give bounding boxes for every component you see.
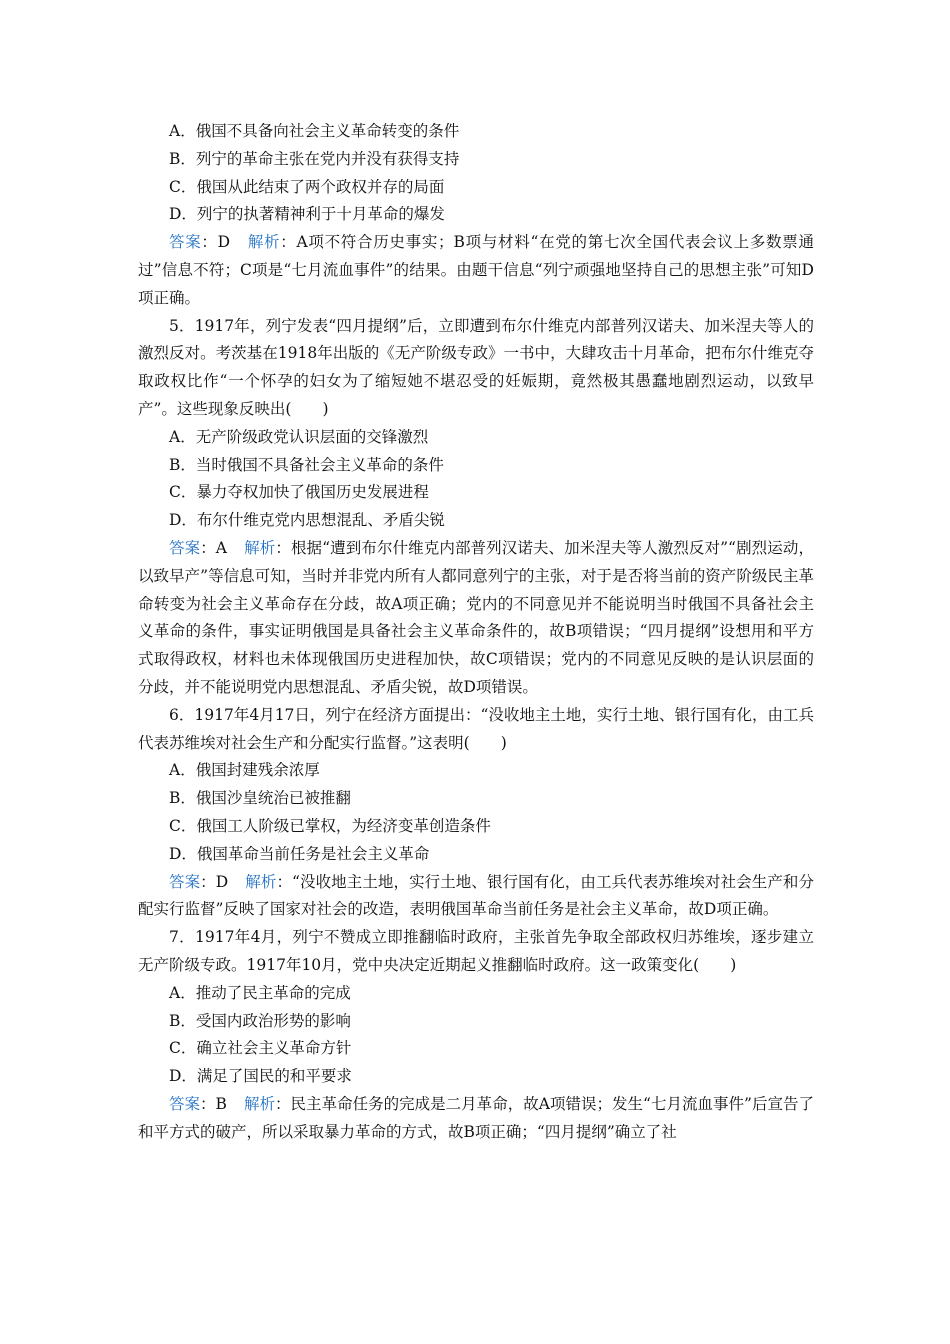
q5-option-b: B．当时俄国不具备社会主义革命的条件 — [169, 455, 444, 474]
q4-analysis-text: ：A项不符合历史事实；B项与材料“在党的第七次全国代表会议上多数票通过”信息不符；C项是“七月流血事件”的结果。由题干信息“列宁顽强地坚持自己的思想主张”可知D项正确。 — [138, 233, 814, 307]
q7-answer-value: ：B — [200, 1094, 227, 1113]
q4-answer-value: ：D — [201, 233, 231, 252]
q4-analysis-label: 解析 — [247, 233, 281, 252]
q7-analysis-label: 解析 — [243, 1094, 276, 1113]
q5-option-c: C．暴力夺权加快了俄国历史发展进程 — [169, 483, 429, 502]
q5-option-d: D．布尔什维克党内思想混乱、矛盾尖锐 — [169, 511, 445, 530]
q7-option-b: B．受国内政治形势的影响 — [169, 1011, 351, 1030]
q6-stem: 6．1917年4月17日，列宁在经济方面提出：“没收地主土地，实行土地、银行国有化，由工兵代表苏维埃对社会生产和分配实行监督。”这表明( ) — [138, 705, 814, 752]
q6-option-a: A．俄国封建残余浓厚 — [169, 761, 320, 780]
q5-option-a: A．无产阶级政党认识层面的交锋激烈 — [169, 427, 429, 446]
q6-option-c: C．俄国工人阶级已掌权，为经济变革创造条件 — [169, 816, 491, 835]
document-content — [138, 118, 814, 1146]
q4-answer-label: 答案 — [169, 233, 202, 252]
q5-analysis-label: 解析 — [244, 538, 276, 557]
q5-analysis-text: ：根据“遭到布尔什维克内部普列汉诺夫、加米涅夫等人激烈反对”“剧烈运动，以致早产”等信息可知，当时并非党内所有人都同意列宁的主张，对于是否将当前的资产阶级民主革命转变为社会主义革命存在分歧，故A项正确；党内的不同意见并不能说明当时俄国不具备社会主义革命的条件，事实证明俄国是具备社会主义革命条件的，故B项错误；“四月提纲”设想用和平方式取得政权，材料也未体现俄国历史进程加快，故C项错误；党内的不同意见反映的是认识层面的分歧，并不能说明党内思想混乱、矛盾尖锐，故D项错误。 — [138, 538, 814, 696]
q6-option-d: D．俄国革命当前任务是社会主义革命 — [169, 844, 430, 863]
q7-answer-label: 答案 — [169, 1094, 201, 1113]
q6-analysis-label: 解析 — [245, 872, 277, 891]
q6-analysis-text: ：“没收地主土地，实行土地、银行国有化，由工兵代表苏维埃对社会生产和分配实行监督”反映了国家对社会的改造，表明俄国革命当前任务是社会主义革命，故D项正确。 — [138, 872, 814, 919]
q5-answer-value: ：A — [200, 538, 227, 557]
q4-option-b: B．列宁的革命主张在党内并没有获得支持 — [169, 149, 460, 168]
q4-answer-block — [138, 229, 814, 312]
q4-option-c: C．俄国从此结束了两个政权并存的局面 — [169, 177, 445, 196]
q4-option-d: D．列宁的执著精神利于十月革命的爆发 — [169, 205, 445, 224]
q7-option-c: C．确立社会主义革命方针 — [169, 1039, 352, 1058]
q6-answer-block — [138, 869, 814, 925]
q5-answer-label: 答案 — [169, 538, 201, 557]
q7-answer-block — [138, 1091, 814, 1147]
q6-answer-value: ：D — [200, 872, 229, 891]
q5-stem: 5．1917年，列宁发表“四月提纲”后，立即遭到布尔什维克内部普列汉诺夫、加米涅夫等人的激烈反对。考茨基在1918年出版的《无产阶级专政》一书中，大肆攻击十月革命，把布尔什维克夺取政权比作“一个怀孕的妇女为了缩短她不堪忍受的妊娠期，竟然极其愚蠢地剧烈运动，以致早产”。这些现象反映出( ) — [138, 316, 814, 418]
q7-analysis-text: ：民主革命任务的完成是二月革命，故A项错误；发生“七月流血事件”后宣告了和平方式的破产，所以采取暴力革命的方式，故B项正确；“四月提纲”确立了社 — [138, 1094, 814, 1141]
q5-answer-block — [138, 535, 814, 702]
q7-option-d: D．满足了国民的和平要求 — [169, 1067, 352, 1086]
q4-option-a: A．俄国不具备向社会主义革命转变的条件 — [169, 122, 460, 140]
q7-option-a: A．推动了民主革命的完成 — [169, 983, 351, 1002]
q6-option-b: B．俄国沙皇统治已被推翻 — [169, 789, 351, 808]
q6-answer-label: 答案 — [169, 872, 201, 891]
q7-stem: 7．1917年4月，列宁不赞成立即推翻临时政府，主张首先争取全部政权归苏维埃，逐步建立无产阶级专政。1917年10月，党中央决定近期起义推翻临时政府。这一政策变化( ) — [138, 928, 814, 974]
